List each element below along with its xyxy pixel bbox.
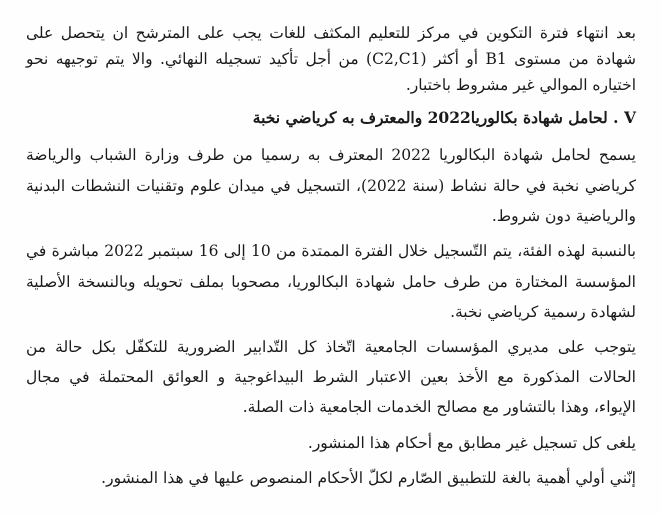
paragraph-6-line: إنّني أولي أهمية بالغة للتطبيق الصّارم لكلّ الأحكام المنصوص عليها في هذا المنشور.: [101, 469, 636, 487]
paragraph-3-line-3: لشهادة رسمية كرياضي نخبة.: [450, 303, 636, 321]
paragraph-4-line-1: يتوجب على مديري المؤسسات الجامعية اتّخاذ كل التّدابير الضرورية للتكفّل بكل حالة من: [26, 338, 636, 356]
paragraph-2-line-3: والرياضية دون شروط.: [491, 207, 636, 225]
paragraph-3-line-2: المؤسسة المختارة من طرف حامل شهادة البكالوريا، مصحوبا بملف تحويله وبالنسخة الأصلية: [26, 273, 636, 291]
section-v-heading: V . لحامل شهادة بكالوريا2022 والمعترف به كرياضي نخبة: [252, 108, 636, 127]
paragraph-1-line-3: اختياره الموالي غير مشروط باختبار.: [405, 76, 636, 94]
paragraph-5-line: يلغى كل تسجيل غير مطابق مع أحكام هذا المنشور.: [307, 434, 636, 452]
paragraph-1-line-1: بعد انتهاء فترة التكوين في مركز للتعليم المكثف للغات يجب على المترشح ان يتحصل على: [26, 24, 636, 42]
paragraph-1-line-2: شهادة من مستوى B1 أو أكثر (C2,C1) من أجل تأكيد تسجيله النهائي. والا يتم توجيهه نحو: [26, 50, 636, 68]
paragraph-2-line-1: يسمح لحامل شهادة البكالوريا 2022 المعترف به رسميا من طرف وزارة الشباب والرياضة: [26, 146, 636, 164]
paragraph-3-line-1: بالنسبة لهذه الفئة، يتم التّسجيل خلال الفترة الممتدة من 10 إلى 16 سبتمبر 2022 مباشرة في: [26, 242, 637, 260]
paragraph-4-line-3: الإيواء، وهذا بالتشاور مع مصالح الخدمات الجامعية ذات الصلة.: [242, 398, 636, 416]
paragraph-4-line-2: الحالات المذكورة مع الأخذ بعين الاعتبار الشرط البيداغوجية و العوائق المحتملة في مجال: [26, 368, 636, 386]
paragraph-2-line-2: كرياضي نخبة في حالة نشاط (سنة 2022)، التسجيل في ميدان علوم وتقنيات النشطات البدنية: [26, 177, 636, 195]
